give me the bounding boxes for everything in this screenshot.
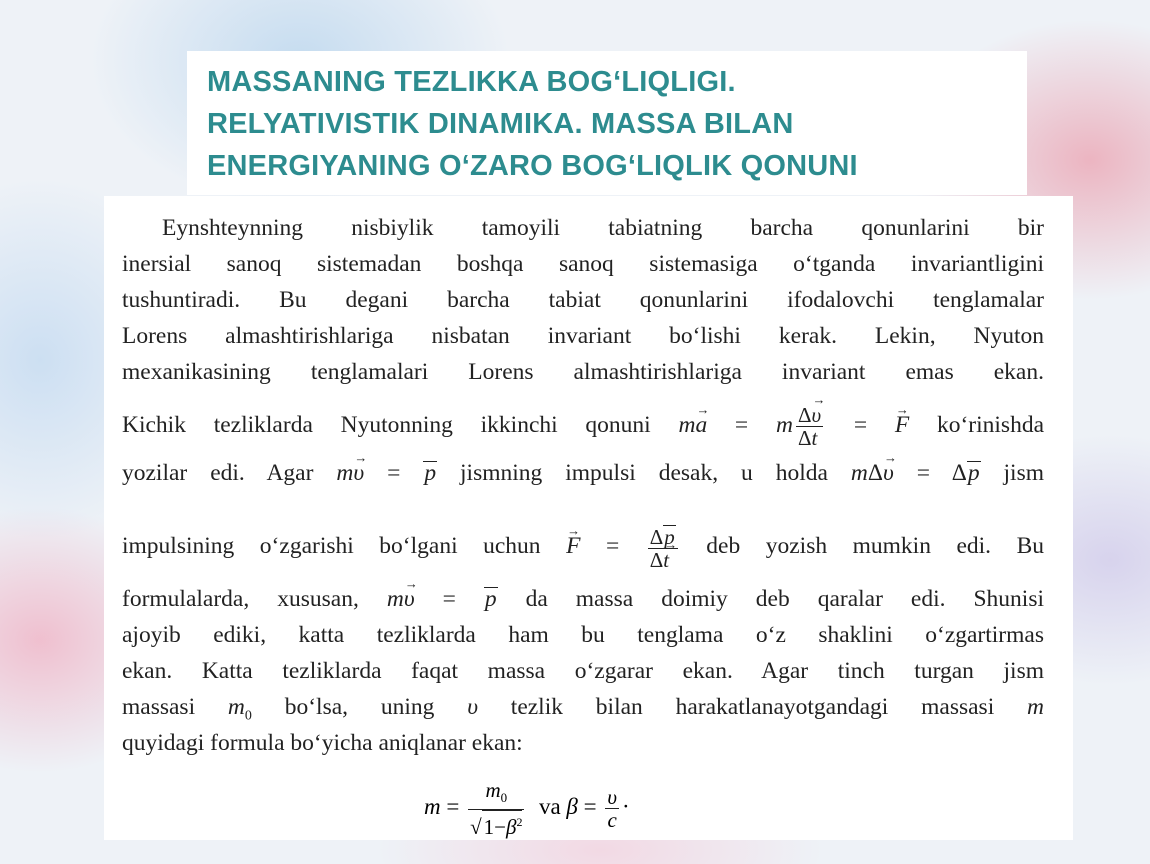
text-fragment: jismning impulsi desak, u holda [460, 460, 828, 486]
page-title [187, 51, 1027, 187]
text-line: ajoyib ediki, katta tezliklarda ham bu tenglama o‘z shaklini o‘zgartirmas [122, 622, 1044, 648]
text-fragment: formulalarda, xususan, [122, 586, 359, 612]
newton-second-law-formula: m→ a = m $\frac{\Delta\to \upsilon}{\Delta t}$ = → F [678, 412, 909, 438]
text-fragment: massasi [122, 694, 196, 720]
text-line: mexanikasining tenglamalari Lorens almashtirishlariga invariant emas ekan. [122, 359, 1044, 385]
force-formula: → F = $\frac{\Delta p}{\Delta\to t}$ [566, 533, 681, 559]
text-line [122, 458, 1044, 488]
title-line-2: RELYATIVISTIK DINAMIKA. MASSA BILAN [207, 108, 794, 140]
text-line: quyidagi formula bo‘yicha aniqlanar ekan: [122, 730, 523, 756]
text-line: ekan. Katta tezliklarda faqat massa o‘zgarar ekan. Agar tinch turgan jism [122, 658, 1044, 684]
text-fragment: impulsining o‘zgarishi bo‘lgani uchun [122, 533, 541, 559]
text-line: Lorens almashtirishlariga nisbatan invariant bo‘lishi kerak. Lekin, Nyuton [122, 323, 1044, 349]
mass-symbol: m [1027, 694, 1045, 720]
text-fragment: deb yozish mumkin edi. Bu [706, 533, 1045, 559]
velocity-symbol: υ [467, 694, 478, 720]
text-line [122, 584, 1044, 614]
momentum-formula: m→ υ = p [387, 586, 498, 612]
relativistic-mass-formula: m = $\frac{m_0}{√1-\beta^2}$ va β = $\frac{\upsilon}{c}$ · [424, 778, 630, 840]
text-line: tushuntiradi. Bu degani barcha tabiat qonunlarini ifodalovchi tenglamalar [122, 287, 1044, 313]
text-fragment: da massa doimiy deb qaralar edi. Shunisi [525, 586, 1045, 612]
momentum-change-formula: mΔ→ υ = Δp [851, 460, 981, 486]
text-line: inersial sanoq sistemadan boshqa sanoq sistemasiga o‘tganda invariantligini [122, 251, 1044, 277]
text-line [122, 523, 1045, 572]
rest-mass-symbol: $m_0$ [227, 694, 252, 724]
momentum-formula: m→ υ = p [336, 460, 437, 486]
title-panel [187, 51, 1027, 195]
text-fragment: jism [1003, 460, 1044, 486]
text-line: Eynshteynning nisbiylik tamoyili tabiatning barcha qonunlarini bir [162, 215, 1044, 241]
text-fragment: va [538, 793, 561, 819]
text-fragment: yozilar edi. Agar [122, 460, 314, 486]
text-fragment: Kichik tezliklarda Nyutonning ikkinchi qonuni [122, 411, 651, 438]
text-line [122, 403, 1045, 450]
title-line-1: MASSANING TEZLIKKA BOG‘LIQLIGI. [207, 66, 736, 98]
text-fragment: tezlik bilan harakatlanayotgandagi massasi [510, 694, 995, 720]
text-line [122, 692, 1044, 722]
text-fragment: ko‘rinishda [936, 411, 1045, 438]
title-line-3: ENERGIYANING O‘ZARO BOG‘LIQLIK QONUNI [207, 150, 858, 182]
text-panel [104, 196, 1073, 840]
text-fragment: bo‘lsa, uning [284, 694, 435, 720]
